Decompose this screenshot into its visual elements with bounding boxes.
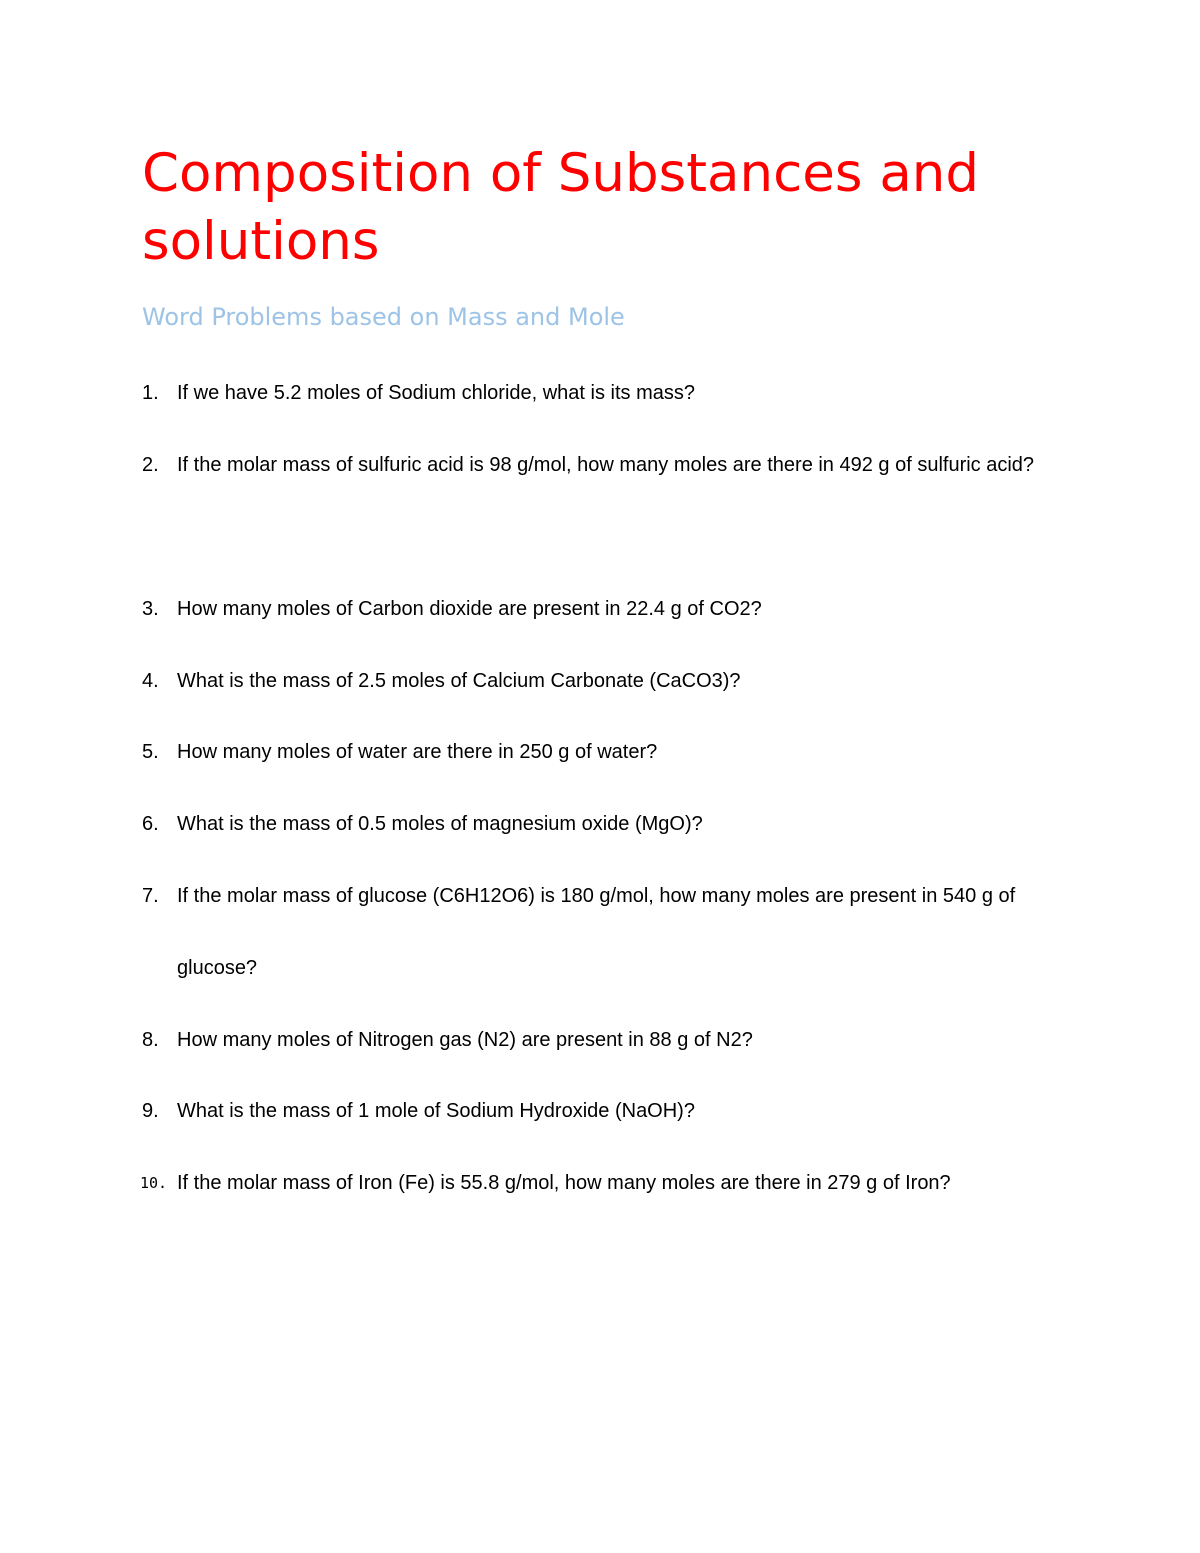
problem-text: How many moles of water are there in 250 g of water? bbox=[177, 741, 658, 763]
problem-number: 9. bbox=[142, 1100, 159, 1122]
problem-text: What is the mass of 2.5 moles of Calcium Carbonate (CaCO3)? bbox=[177, 670, 741, 692]
document-subtitle: Word Problems based on Mass and Mole bbox=[142, 303, 625, 331]
problem-number: 6. bbox=[142, 813, 159, 835]
problem-number: 8. bbox=[142, 1029, 159, 1051]
problem-text: What is the mass of 1 mole of Sodium Hydroxide (NaOH)? bbox=[177, 1100, 695, 1122]
problem-number: 2. bbox=[142, 454, 159, 476]
problem-number: 7. bbox=[142, 885, 159, 907]
problem-text: If we have 5.2 moles of Sodium chloride, what is its mass? bbox=[177, 382, 696, 404]
problem-text: What is the mass of 0.5 moles of magnesium oxide (MgO)? bbox=[177, 813, 703, 835]
document-title: Composition of Substances and solutions bbox=[142, 143, 980, 272]
problem-text: How many moles of Carbon dioxide are present in 22.4 g of CO2? bbox=[177, 598, 762, 620]
problem-number: 3. bbox=[142, 598, 159, 620]
problem-number: 4. bbox=[142, 670, 159, 692]
problem-number: 1. bbox=[142, 382, 159, 404]
problem-number: 10. bbox=[140, 1174, 168, 1192]
problem-number: 5. bbox=[142, 741, 159, 763]
problem-text: If the molar mass of glucose (C6H12O6) is 180 g/mol, how many moles are present in 540 g of glucose? bbox=[177, 885, 1016, 979]
problem-text: If the molar mass of Iron (Fe) is 55.8 g/mol, how many moles are there in 279 g of Iron? bbox=[177, 1172, 951, 1194]
problem-text: How many moles of Nitrogen gas (N2) are present in 88 g of N2? bbox=[177, 1029, 753, 1051]
problem-text: If the molar mass of sulfuric acid is 98 g/mol, how many moles are there in 492 g of sulfuric acid? bbox=[177, 454, 1035, 476]
